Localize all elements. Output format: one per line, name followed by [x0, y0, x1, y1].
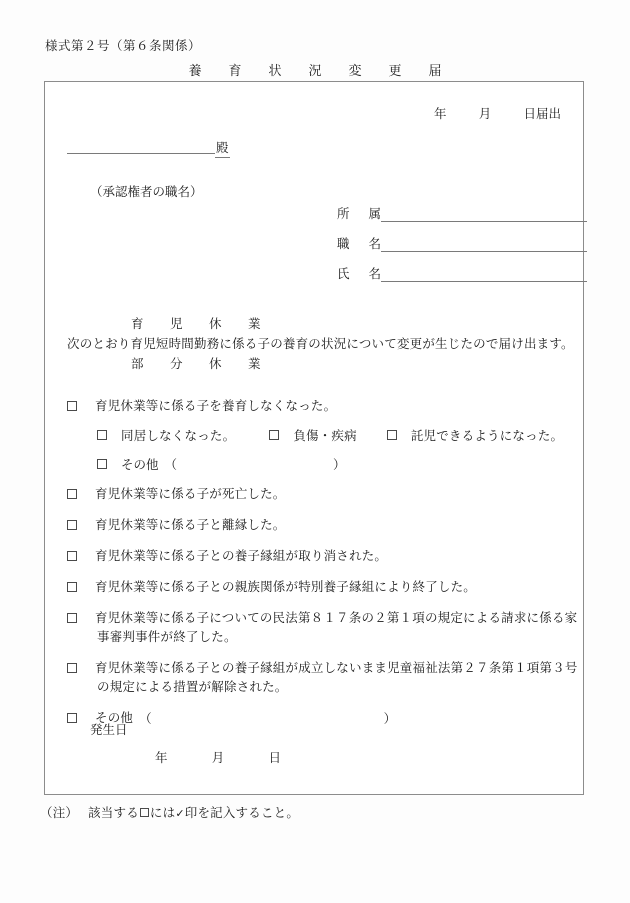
statement-block — [67, 314, 574, 374]
sub-option-injury-illness[interactable] — [269, 426, 357, 444]
checklist-item-other[interactable] — [67, 709, 567, 728]
affiliation-label: 所 属 — [337, 207, 381, 221]
checklist-sub-options — [97, 426, 567, 444]
checkbox-icon[interactable] — [67, 582, 77, 592]
note-prefix: （注） — [40, 806, 79, 820]
addressee-line — [67, 138, 230, 158]
addressee-input-rule[interactable] — [67, 139, 215, 154]
checkbox-icon[interactable] — [387, 430, 397, 440]
checkbox-icon — [140, 808, 149, 817]
sub-option-label: 負傷・疾病 — [293, 429, 357, 443]
footer-note — [40, 803, 299, 821]
submission-day-label: 日届出 — [523, 107, 561, 121]
sub-option-not-cohabiting[interactable] — [97, 426, 235, 444]
checklist-item-child-deceased[interactable] — [67, 485, 567, 504]
note-particle: には — [149, 806, 176, 820]
paren-close: ） — [383, 712, 397, 726]
checkbox-icon[interactable] — [67, 663, 77, 673]
checklist-item-label: 育児休業等に係る子についての民法第８１７条の２第１項の規定による請求に係る家 事審判事件が終了した。 — [95, 611, 578, 644]
submission-month-label: 月 — [478, 107, 492, 121]
checkbox-icon[interactable] — [67, 520, 77, 530]
checkbox-icon[interactable] — [67, 713, 77, 723]
checkbox-icon[interactable] — [67, 401, 77, 411]
checklist-item-dissolution-of-adoption[interactable] — [67, 516, 567, 535]
checklist-item-label: 育児休業等に係る子が死亡した。 — [95, 487, 286, 501]
field-row-name — [337, 264, 587, 282]
checkbox-icon[interactable] — [269, 430, 279, 440]
checklist-item-special-adoption-terminated[interactable] — [67, 578, 567, 597]
checkbox-icon[interactable] — [67, 613, 77, 623]
approver-title-note: （承認権者の職名） — [90, 185, 203, 199]
checklist-item-label: 育児休業等に係る子との養子縁組が成立しないまま児童福祉法第２７条第１項第３号 の規定による措置が解除された。 — [95, 661, 578, 694]
checkbox-icon[interactable] — [97, 459, 107, 469]
applicant-fields — [337, 204, 587, 294]
change-reason-checklist — [67, 397, 578, 740]
sub-option-daycare-available[interactable] — [387, 426, 563, 444]
submission-year-label: 年 — [433, 107, 447, 121]
paren-open: （ — [164, 458, 178, 472]
name-label: 氏 名 — [337, 267, 381, 281]
field-row-job-title — [337, 234, 587, 252]
statement-option-childcare-leave: 育 児 休 業 — [131, 317, 268, 331]
checklist-item-adoption-cancelled[interactable] — [67, 547, 567, 566]
affiliation-input[interactable] — [381, 208, 587, 222]
statement-option-partial-leave: 部 分 休 業 — [131, 357, 268, 371]
sub-option-label: 託児できるようになった。 — [410, 429, 564, 443]
sub-option-other-label: その他 — [121, 458, 159, 472]
occurrence-date-label: 発生日 — [90, 723, 128, 737]
field-row-affiliation — [337, 204, 587, 222]
checkbox-icon[interactable] — [67, 489, 77, 499]
paren-open: （ — [139, 712, 152, 726]
checklist-item-other-label: その他 — [95, 711, 134, 725]
sub-option-other[interactable] — [97, 455, 567, 473]
occurrence-day-label: 日 — [268, 751, 282, 765]
checklist-item-welfare-measure-cancelled[interactable] — [67, 659, 578, 697]
job-title-label: 職 名 — [337, 237, 381, 251]
note-text-before: 該当する — [88, 806, 139, 820]
check-mark-icon: ✓ — [175, 807, 185, 820]
addressee-honorific: 殿 — [215, 138, 230, 158]
submission-date-line — [434, 104, 561, 122]
checklist-item-label: 育児休業等に係る子を養育しなくなった。 — [95, 399, 337, 413]
name-input[interactable] — [381, 268, 587, 282]
sub-option-label: 同居しなくなった。 — [121, 429, 236, 443]
checklist-item-label: 育児休業等に係る子との親族関係が特別養子縁組により終了した。 — [95, 580, 477, 594]
job-title-input[interactable] — [381, 238, 587, 252]
checklist-item-label: 育児休業等に係る子と離縁した。 — [95, 518, 286, 532]
statement-main-text: 次のとおり育児短時間勤務に係る子の養育の状況について変更が生じたので届け出ます。 — [67, 337, 574, 351]
paren-close: ） — [333, 458, 346, 472]
checklist-item-label: 育児休業等に係る子との養子縁組が取り消された。 — [95, 549, 388, 563]
form-border-box — [44, 81, 584, 795]
occurrence-year-label: 年 — [155, 751, 168, 765]
occurrence-date-row — [155, 748, 281, 766]
page-title: 養 育 状 況 変 更 届 — [188, 63, 449, 78]
note-text-after: 印を記入すること。 — [184, 806, 300, 820]
checklist-item-family-court-case-ended[interactable] — [67, 609, 578, 647]
checkbox-icon[interactable] — [97, 430, 107, 440]
occurrence-month-label: 月 — [211, 751, 225, 765]
checkbox-icon[interactable] — [67, 551, 77, 561]
checklist-item-no-longer-raising[interactable] — [67, 397, 567, 416]
form-code: 様式第２号（第６条関係） — [45, 39, 202, 53]
